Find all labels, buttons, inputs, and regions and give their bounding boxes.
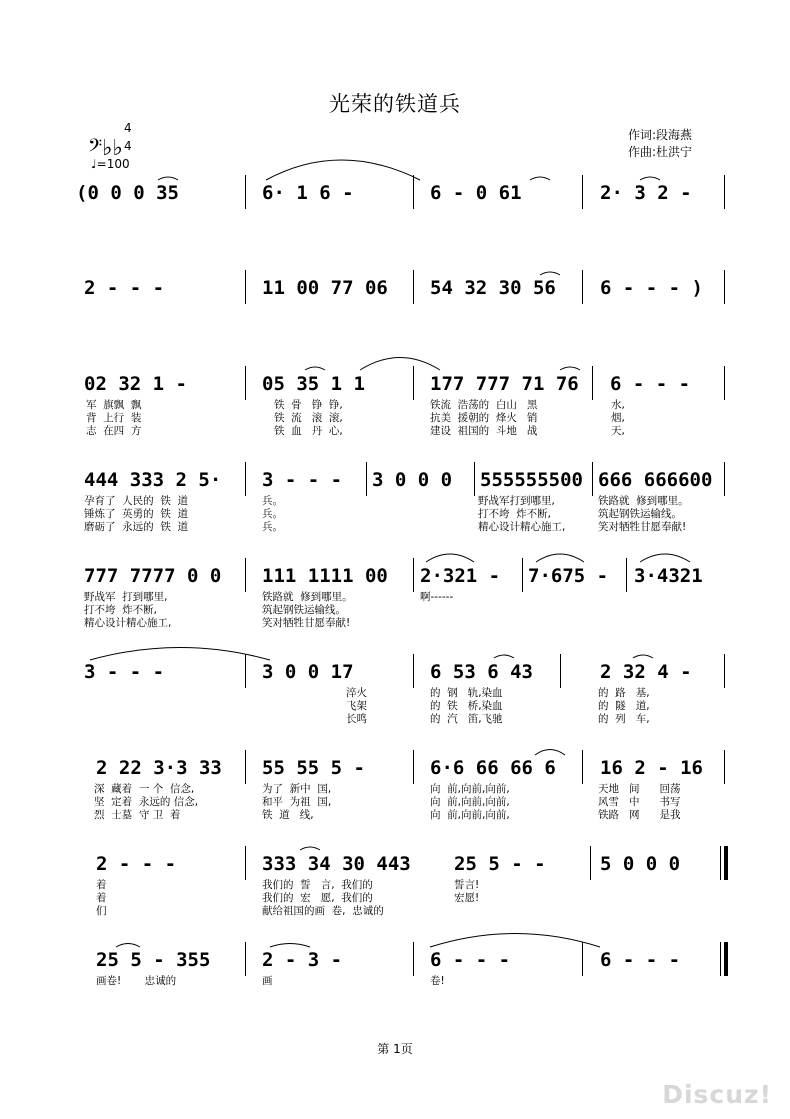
- barline: [582, 270, 583, 304]
- measure: 6 - 0 61: [430, 182, 522, 204]
- slur: [158, 177, 178, 180]
- lyric-line: 兵。: [262, 508, 283, 520]
- lyric-line: 兵。: [262, 521, 283, 533]
- lyric-line: 的 列 车,: [598, 713, 650, 725]
- barline: [724, 270, 725, 304]
- barline: [366, 462, 367, 496]
- barline: [413, 175, 414, 209]
- measure: 6 - - - ): [600, 277, 703, 299]
- lyric-line: 铁流 浩荡的 白山 黑: [430, 399, 538, 411]
- barline: [245, 942, 246, 976]
- barline: [582, 175, 583, 209]
- measure: 2 22 3·3 33: [96, 757, 222, 779]
- lyric-line: 的 铁 桥,染血: [430, 700, 503, 712]
- lyric-line: 笑对牺牲甘愿奉献!: [262, 617, 351, 629]
- lyric-line: 孕育了 人民的 铁 道: [84, 495, 189, 507]
- measure: 25 5 - -: [454, 853, 546, 875]
- measure: 3 0 0 0: [372, 469, 453, 491]
- lyric-line: 天地 间 回荡: [598, 783, 681, 795]
- measure: (0 0 0 35: [76, 182, 179, 204]
- measure: 2 32 4 -: [600, 661, 692, 683]
- lyric-line: 的 钢 轨,染血: [430, 687, 503, 699]
- lyric-line: 坚 定着 永远的 信念,: [94, 796, 199, 808]
- barline: [724, 175, 725, 209]
- barline: [245, 558, 246, 592]
- barline: [724, 462, 725, 496]
- lyric-line: 着: [96, 879, 107, 891]
- lyric-line: 笑对牺牲甘愿奉献!: [598, 521, 687, 533]
- barline: [560, 654, 561, 688]
- barline: [582, 942, 583, 976]
- lyric-line: 啊------: [420, 591, 454, 603]
- slur: [426, 554, 474, 562]
- barline: [582, 750, 583, 784]
- page-number: 第 1页: [377, 1042, 413, 1056]
- measure: 2 - 3 -: [262, 949, 343, 971]
- lyric-line: 卷!: [430, 975, 445, 987]
- lyric-line: 画: [262, 975, 273, 987]
- measure: 2 - - -: [84, 277, 165, 299]
- lyric-line: 铁路就 修到哪里。: [598, 495, 689, 507]
- barline: [522, 558, 523, 592]
- lyric-line: 我们的 宏 愿, 我们的: [262, 892, 373, 904]
- slur: [266, 160, 420, 180]
- lyric-line: 的 汽 笛,飞驰: [430, 713, 503, 725]
- measure: 666 666600: [598, 469, 713, 491]
- barline: [413, 942, 414, 976]
- slur: [300, 847, 320, 850]
- tempo-marking: ♩=100: [91, 157, 130, 171]
- measure: 5 0 0 0: [600, 853, 681, 875]
- lyric-line: 背 上行 装: [86, 412, 142, 424]
- measure: 2· 3 2 -: [600, 182, 692, 204]
- measure: 333 34 30 443: [262, 853, 411, 875]
- measure: 6·6 66 66 6: [430, 757, 556, 779]
- slur: [540, 272, 560, 275]
- barline: [245, 270, 246, 304]
- measure: 55 55 5 -: [262, 757, 365, 779]
- barline: [245, 175, 246, 209]
- barline: [245, 654, 246, 688]
- measure: 2 - - -: [96, 853, 177, 875]
- barline: [724, 750, 725, 784]
- barline: [592, 366, 593, 400]
- slur: [560, 367, 580, 370]
- slur: [633, 655, 653, 658]
- measure: 05 35 1 1: [262, 373, 365, 395]
- measure: 444 333 2 5·: [84, 469, 222, 491]
- lyric-line: 精心设计精心施工,: [84, 617, 172, 629]
- lyric-line: 为了 新中 国,: [262, 783, 332, 795]
- lyricist-credit: 作词:段海燕: [628, 128, 693, 142]
- slur: [305, 367, 325, 370]
- slur: [536, 554, 584, 562]
- measure: 3 0 0 17: [262, 661, 354, 683]
- lyric-line: 兵。: [262, 495, 283, 507]
- lyric-line: 的 路 基,: [598, 687, 650, 699]
- lyric-line: 铁 骨 铮 铮,: [274, 399, 343, 411]
- measure: 111 1111 00: [262, 565, 388, 587]
- measure: 777 7777 0 0: [84, 565, 222, 587]
- time-signature-top: 4: [124, 121, 132, 135]
- measure: 16 2 - 16: [600, 757, 703, 779]
- lyric-line: 抗美 援朝的 烽火 销: [430, 412, 538, 424]
- barline: [413, 366, 414, 400]
- barline: [413, 750, 414, 784]
- time-signature-bottom: 4: [124, 139, 132, 153]
- lyric-line: 建设 祖国的 斗地 战: [430, 425, 538, 437]
- measure: 6 - - -: [600, 949, 681, 971]
- measure: 555555500: [480, 469, 583, 491]
- measure: 177 777 71 76: [430, 373, 579, 395]
- lyric-line: 野战军打到哪里,: [478, 495, 555, 507]
- measure: 54 32 30 56: [430, 277, 556, 299]
- measure: 6 53 6 43: [430, 661, 533, 683]
- lyric-line: 军 旗飘 飘: [86, 399, 142, 411]
- slur: [360, 358, 440, 371]
- lyric-line: 着: [96, 892, 107, 904]
- measure: 02 32 1 -: [84, 373, 187, 395]
- lyric-line: 画卷! 忠诚的: [96, 975, 177, 987]
- barline: [720, 942, 721, 976]
- slur: [270, 944, 310, 948]
- barline: [413, 558, 414, 592]
- barline: [724, 654, 725, 688]
- barline: [245, 846, 246, 880]
- lyric-line: 铁路就 修到哪里。: [262, 591, 353, 603]
- lyric-line: 打不垮 炸不断,: [84, 604, 158, 616]
- lyric-line: 打不垮 炸不断,: [478, 508, 552, 520]
- lyric-line: 淬火: [346, 687, 367, 699]
- lyric-line: 风雪 中 书写: [598, 796, 681, 808]
- lyric-line: 天,: [611, 425, 625, 437]
- composer-credit: 作曲:杜洪宁: [628, 145, 693, 159]
- slur: [430, 934, 600, 948]
- barline: [245, 366, 246, 400]
- lyric-line: 锤炼了 英勇的 铁 道: [84, 508, 189, 520]
- repeat-barline: [724, 846, 728, 880]
- lyric-line: 宏愿!: [454, 892, 480, 904]
- barline: [720, 846, 721, 880]
- lyric-line: 铁 流 滚 滚,: [274, 412, 343, 424]
- lyric-line: 飞架: [346, 700, 367, 712]
- final-barline: [724, 942, 728, 976]
- barline: [245, 462, 246, 496]
- slur: [640, 554, 690, 562]
- slur: [494, 655, 514, 658]
- lyric-line: 烟,: [611, 412, 625, 424]
- slur: [90, 648, 270, 661]
- lyric-line: 志 在四 方: [86, 425, 142, 437]
- lyric-line: 筑起钢铁运输线。: [598, 508, 682, 520]
- lyric-line: 铁 血 丹 心,: [274, 425, 343, 437]
- measure: 6 - - -: [610, 373, 691, 395]
- watermark-logo: Discuz!: [662, 1080, 772, 1109]
- barline: [592, 462, 593, 496]
- barline: [245, 750, 246, 784]
- measure: 3 - - -: [84, 661, 165, 683]
- measure: 3·4321: [634, 565, 703, 587]
- measure: 6· 1 6 -: [262, 182, 354, 204]
- lyric-line: 向 前,向前,向前,: [430, 783, 510, 795]
- lyric-line: 精心设计精心施工,: [478, 521, 566, 533]
- measure: 11 00 77 06: [262, 277, 388, 299]
- barline: [590, 846, 591, 880]
- slur: [640, 177, 660, 180]
- lyric-line: 长鸣: [346, 713, 367, 725]
- slur: [530, 177, 550, 180]
- lyric-line: 野战军 打到哪里,: [84, 591, 168, 603]
- lyric-line: 磨砺了 永远的 铁 道: [84, 521, 189, 533]
- bass-clef-icon: 𝄢♭♭: [88, 136, 123, 161]
- lyric-line: 烈 士墓 守 卫 着: [94, 809, 181, 821]
- lyric-line: 和平 为祖 国,: [262, 796, 332, 808]
- slur: [535, 750, 565, 756]
- lyric-line: 向 前,向前,向前,: [430, 796, 510, 808]
- lyric-line: 铁 道 线,: [262, 809, 314, 821]
- barline: [413, 270, 414, 304]
- lyric-line: 水,: [611, 399, 625, 411]
- lyric-line: 的 隧 道,: [598, 700, 650, 712]
- lyric-line: 我们的 誓 言, 我们的: [262, 879, 373, 891]
- measure: 3 - - -: [262, 469, 343, 491]
- measure: 2·321 -: [420, 565, 501, 587]
- barline: [413, 654, 414, 688]
- barline: [474, 462, 475, 496]
- lyric-line: 深 藏着 一 个 信念,: [94, 783, 195, 795]
- barline: [724, 366, 725, 400]
- measure: 6 - - -: [430, 949, 511, 971]
- lyric-line: 们: [96, 905, 107, 917]
- slur: [116, 944, 140, 948]
- lyric-line: 铁路 网 是我: [598, 809, 681, 821]
- lyric-line: 誓言!: [454, 879, 480, 891]
- measure: 7·675 -: [528, 565, 609, 587]
- measure: 25 5 - 355: [96, 949, 211, 971]
- barline: [626, 558, 627, 592]
- song-title: 光荣的铁道兵: [329, 92, 461, 116]
- lyric-line: 筑起钢铁运输线。: [262, 604, 346, 616]
- lyric-line: 献给祖国的画 卷, 忠诚的: [262, 905, 384, 917]
- lyric-line: 向 前,向前,向前,: [430, 809, 510, 821]
